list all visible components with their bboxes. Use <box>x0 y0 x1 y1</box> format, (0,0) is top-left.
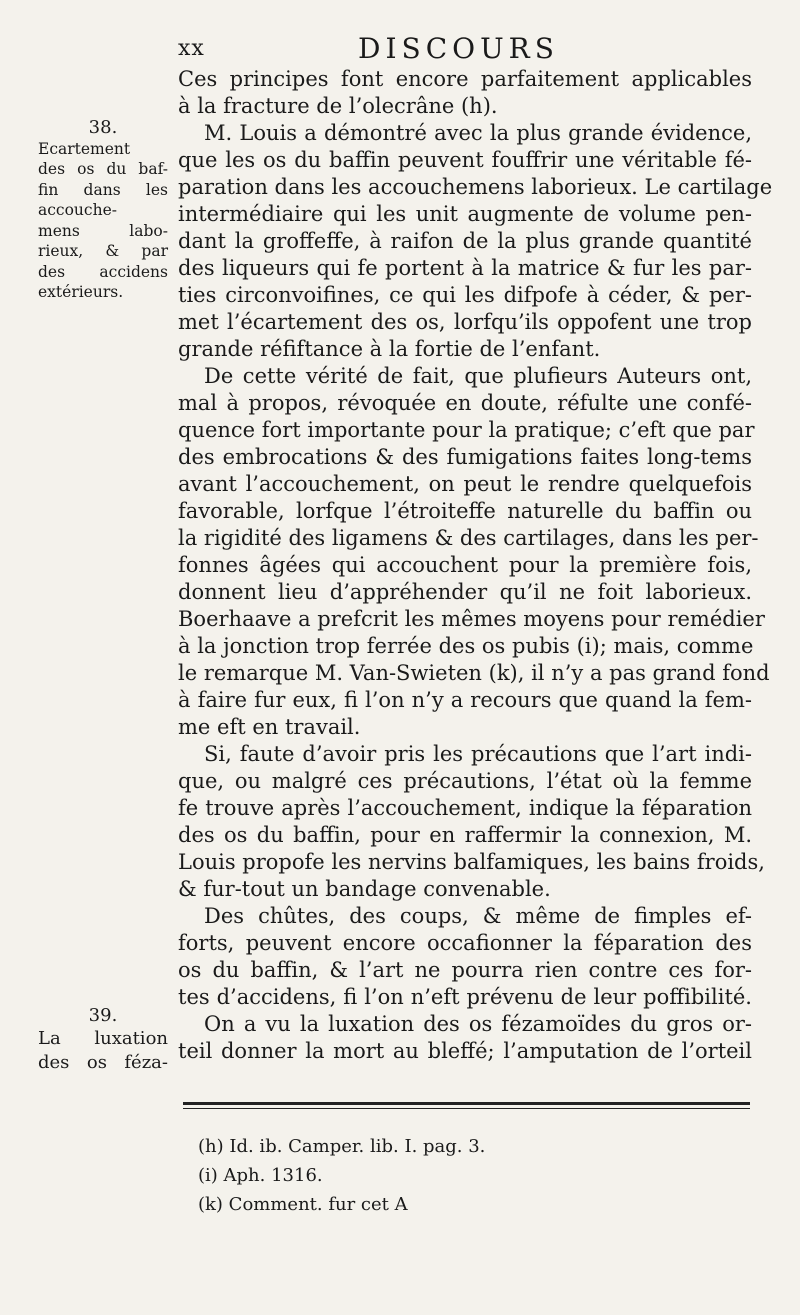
text-line: fe trouve après l’accouchement, indique la féparation <box>178 796 752 820</box>
page-header <box>178 32 748 70</box>
footnotes <box>198 1132 718 1219</box>
margin-note-number: 38. <box>88 117 118 138</box>
text-line: Boerhaave a prefcrit les mêmes moyens pour remédier <box>178 607 765 631</box>
text-line: le remarque M. Van-Swieten (k), il n’y a pas grand fond <box>178 661 770 685</box>
running-title: DISCOURS <box>358 32 559 65</box>
margin-note-line: rieux, & par <box>38 242 168 260</box>
text-line: fonnes âgées qui accouchent pour la première fois, <box>178 553 752 577</box>
text-line: ties circonvoifines, ce qui les difpofe à céder, & per- <box>178 283 752 307</box>
text-line: des liqueurs qui fe portent à la matrice & fur les par- <box>178 256 752 280</box>
text-line: que, ou malgré ces précautions, l’état où la femme <box>178 769 752 793</box>
margin-note-number: 39. <box>88 1005 118 1026</box>
text-line: paration dans les accouchemens laborieux. Le cartilage <box>178 175 773 199</box>
footnote-h: (h) Id. ib. Camper. lib. I. pag. 3. <box>198 1136 486 1157</box>
text-line: des embrocations & des fumigations faites long-tems <box>178 445 752 469</box>
text-line: Des chûtes, des coups, & même de fimples ef- <box>204 904 752 928</box>
text-line: des os du baffin, pour en raffermir la connexion, M. <box>178 823 752 847</box>
text-line: grande réfiftance à la fortie de l’enfant. <box>178 337 601 361</box>
text-line: me eft en travail. <box>178 715 361 739</box>
text-line: Si, faute d’avoir pris les précautions que l’art indi- <box>204 742 752 766</box>
text-line: os du baffin, & l’art ne pourra rien contre ces for- <box>178 958 752 982</box>
text-line: On a vu la luxation des os fézamoïdes du gros or- <box>204 1012 752 1036</box>
margin-note-38 <box>38 118 168 303</box>
margin-note-line: accouche- <box>38 201 117 219</box>
margin-note-line: mens labo- <box>38 221 168 240</box>
text-line: à la fracture de l’olecrâne (h). <box>178 94 498 118</box>
text-line: donnent lieu d’appréhender qu’il ne foit laborieux. <box>178 580 752 604</box>
margin-note-line: La luxation <box>38 1027 168 1049</box>
text-line: & fur-tout un bandage convenable. <box>178 877 551 901</box>
text-line: mal à propos, révoquée en doute, réfulte une confé- <box>178 391 752 415</box>
text-line: à la jonction trop ferrée des os pubis (i); mais, comme <box>178 634 754 658</box>
text-line: que les os du baffin peuvent fouffrir une véritable fé- <box>178 148 752 172</box>
text-line: quence fort importante pour la pratique; c’eft que par <box>178 418 755 442</box>
text-line: dant la groffeffe, à raifon de la plus grande quantité <box>178 229 752 253</box>
text-line: forts, peuvent encore occafionner la féparation des <box>178 931 752 955</box>
margin-note-line: des os du baf- <box>38 160 168 178</box>
text-line: intermédiaire qui les unit augmente de volume pen- <box>178 202 752 226</box>
text-line: la rigidité des ligamens & des cartilages, dans les per- <box>178 526 759 550</box>
margin-note-line: des accidens <box>38 262 168 281</box>
margin-note-39 <box>38 1006 168 1075</box>
margin-note-line: des os féza- <box>38 1051 168 1073</box>
margin-note-line: extérieurs. <box>38 283 124 301</box>
text-line: met l’écartement des os, lorfqu’ils oppofent une trop <box>178 310 752 334</box>
footnote-i: (i) Aph. 1316. <box>198 1165 323 1186</box>
text-line: à faire fur eux, fi l’on n’y a recours que quand la fem- <box>178 688 752 712</box>
text-line: tes d’accidens, fi l’on n’eft prévenu de leur poffibilité. <box>178 985 752 1009</box>
text-line: M. Louis a démontré avec la plus grande évidence, <box>204 121 752 145</box>
body-text <box>178 66 773 1065</box>
page-number: xx <box>178 36 205 61</box>
text-line: Louis propofe les nervins balfamiques, les bains froids, <box>178 850 765 874</box>
footnote-k: (k) Comment. fur cet A <box>198 1194 408 1215</box>
text-line: teil donner la mort au bleffé; l’amputation de l’orteil <box>178 1039 752 1063</box>
margin-note-line: Ecartement <box>38 139 131 158</box>
text-line: avant l’accouchement, on peut le rendre quelquefois <box>178 472 752 496</box>
text-line: Ces principes font encore parfaitement applicables <box>178 67 752 91</box>
footnote-rule <box>183 1102 750 1109</box>
text-line: De cette vérité de fait, que plufieurs Auteurs ont, <box>204 364 752 388</box>
margin-note-line: fin dans les <box>38 180 168 199</box>
text-line: favorable, lorfque l’étroiteffe naturelle du baffin ou <box>178 499 752 523</box>
